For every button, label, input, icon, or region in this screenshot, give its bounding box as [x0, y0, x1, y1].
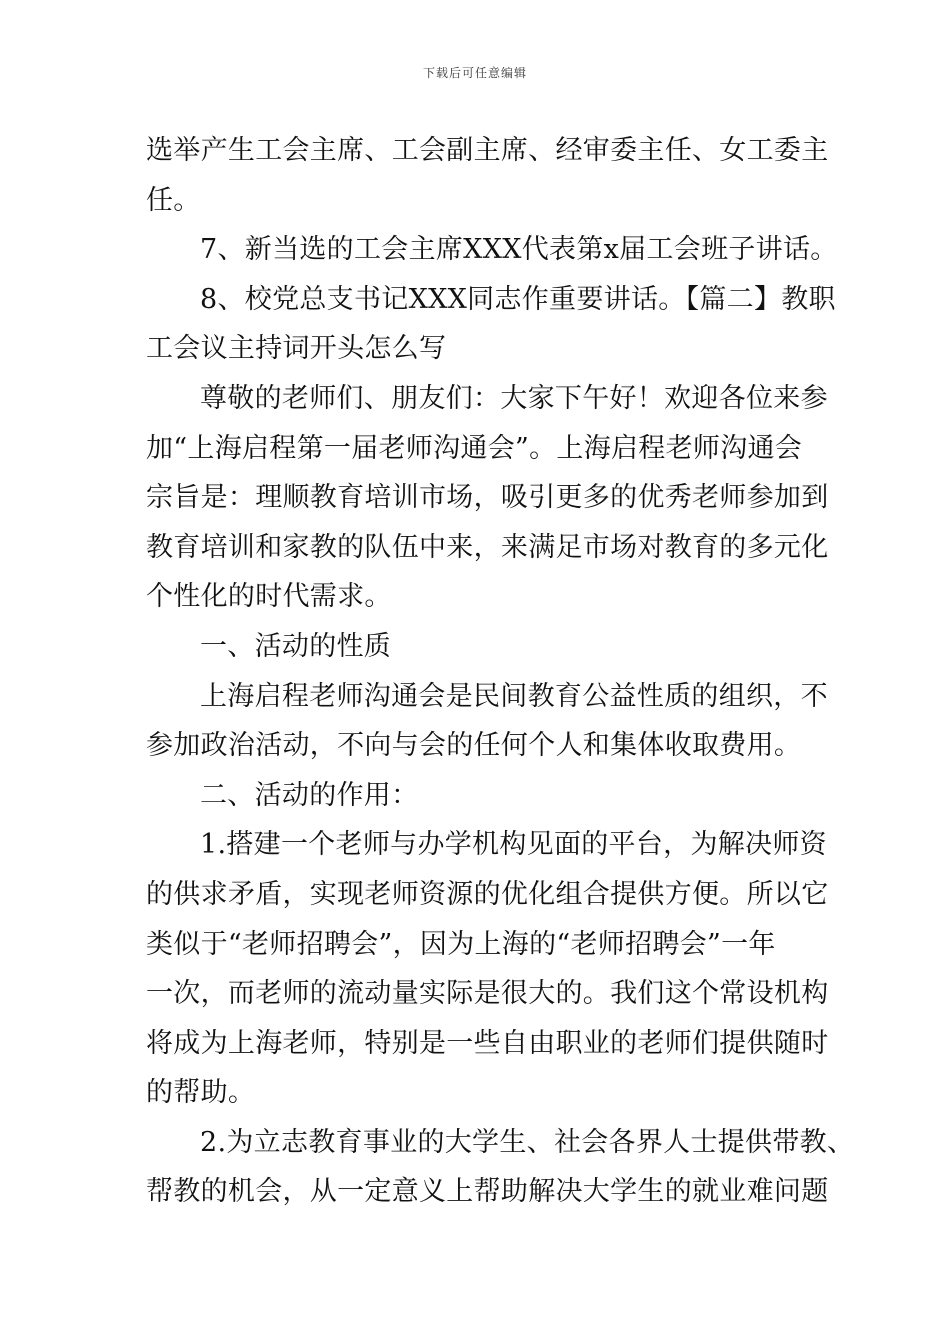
text-line: 选举产生工会主席、工会副主席、经审委主任、女工委主 [146, 135, 829, 166]
text-line: 上海启程老师沟通会是民间教育公益性质的组织，不 [200, 680, 828, 712]
text-line: 参加政治活动，不向与会的任何个人和集体收取费用。 [146, 730, 802, 762]
text-line: 2.为立志教育事业的大学生、社会各界人士提供带教、 [200, 1126, 855, 1158]
text-line: 的帮助。 [146, 1077, 256, 1109]
text-line: 类似于“老师招聘会”，因为上海的“老师招聘会”一年 [146, 928, 776, 960]
text-line: 一、活动的性质 [200, 630, 392, 662]
text-line: 教育培训和家教的队伍中来，来满足市场对教育的多元化 [146, 531, 829, 563]
text-line: 个性化的时代需求。 [146, 581, 392, 613]
text-line: 8、校党总支书记XXX同志作重要讲话。【篇二】教职 [200, 283, 836, 315]
text-line: 7、新当选的工会主席XXX代表第x届工会班子讲话。 [200, 234, 838, 266]
text-line: 帮教的机会，从一定意义上帮助解决大学生的就业难问题 [146, 1176, 829, 1208]
text-line: 将成为上海老师，特别是一些自由职业的老师们提供随时 [146, 1027, 829, 1059]
text-line: 一次，而老师的流动量实际是很大的。我们这个常设机构 [146, 978, 829, 1010]
text-line: 加“上海启程第一届老师沟通会”。上海启程老师沟通会 [146, 432, 803, 464]
text-line: 1.搭建一个老师与办学机构见面的平台，为解决师资 [200, 829, 827, 861]
page-header: 下载后可任意编辑 [422, 66, 527, 80]
text-line: 二、活动的作用： [200, 779, 419, 811]
text-line: 宗旨是：理顺教育培训市场，吸引更多的优秀老师参加到 [146, 482, 829, 514]
text-line: 的供求矛盾，实现老师资源的优化组合提供方便。所以它 [146, 878, 829, 910]
text-line: 工会议主持词开头怎么写 [146, 333, 447, 365]
text-line: 尊敬的老师们、朋友们：大家下午好！欢迎各位来参 [200, 382, 828, 414]
document-body [146, 126, 855, 1217]
text-line: 任。 [146, 184, 201, 216]
